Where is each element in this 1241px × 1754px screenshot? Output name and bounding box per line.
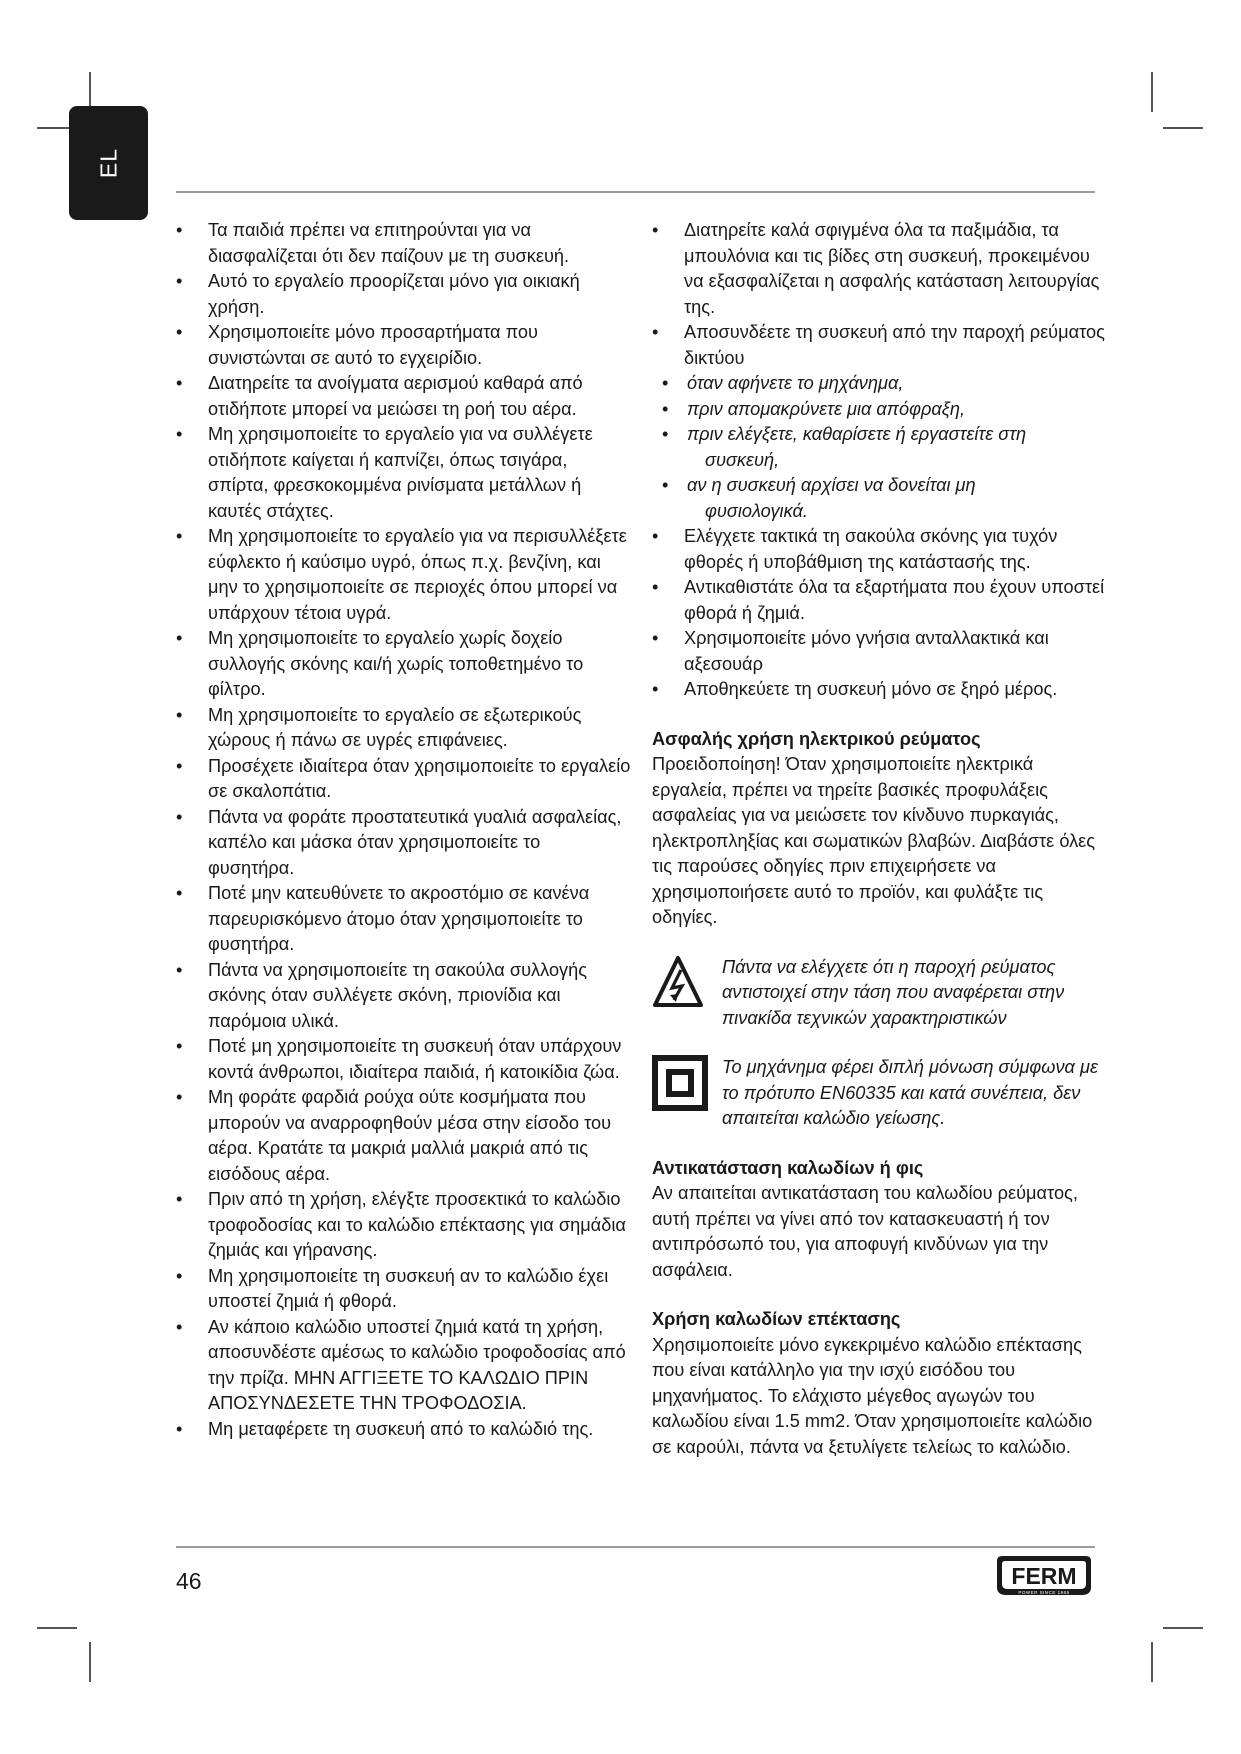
left-column bbox=[176, 218, 631, 1442]
list-item: • Μη μεταφέρετε τη συσκευή από το καλώδιό της. bbox=[176, 1417, 631, 1443]
list-item: • Ποτέ μην κατευθύνετε το ακροστόμιο σε κανένα παρευρισκόμενο άτομο όταν χρησιμοποιείτε το φυσητήρα. bbox=[176, 881, 631, 958]
list-item: • Μη χρησιμοποιείτε το εργαλείο σε εξωτερικούς χώρους ή πάνω σε υγρές επιφάνειες. bbox=[176, 703, 631, 754]
cable-replacement-heading: Αντικατάσταση καλωδίων ή φις bbox=[652, 1157, 924, 1178]
svg-text:POWER SINCE 1965: POWER SINCE 1965 bbox=[1018, 1590, 1070, 1595]
sub-list-item bbox=[652, 422, 1107, 473]
left-bullet-list bbox=[176, 218, 631, 1442]
page-number: 46 bbox=[176, 1568, 202, 1594]
right-bullet-list-b bbox=[652, 524, 1107, 703]
electric-safety-heading: Ασφαλής χρήση ηλεκτρικού ρεύματος bbox=[652, 728, 981, 749]
list-item: • Αντικαθιστάτε όλα τα εξαρτήματα που έχουν υποστεί φθορά ή ζημιά. bbox=[652, 575, 1107, 626]
list-item: • Μη φοράτε φαρδιά ρούχα ούτε κοσμήματα που μπορούν να αναρροφηθούν μέσα στην είσοδο του αέρα. Κρατάτε τα μακριά μαλλιά μακριά από τις εισόδους αέρα. bbox=[176, 1085, 631, 1187]
list-item: • Ποτέ μη χρησιμοποιείτε τη συσκευή όταν υπάρχουν κοντά άνθρωποι, ιδιαίτερα παιδιά, ή κατοικίδια ζώα. bbox=[176, 1034, 631, 1085]
extension-cable-body: Χρησιμοποιείτε μόνο εγκεκριμένο καλώδιο επέκτασης που είναι κατάλληλο για την ισχύ εισόδου του μηχανήματος. Το ελάχιστο μέγεθος αγωγών του καλωδίου είναι 1.5 mm2. Όταν χρησιμοποιείτε καλώδιο σε καρούλι, πάντα να ξετυλίγετε τελείως το καλώδιο. bbox=[652, 1334, 1093, 1457]
list-item: • Αυτό το εργαλείο προορίζεται μόνο για οικιακή χρήση. bbox=[176, 269, 631, 320]
crop-mark bbox=[1163, 1627, 1203, 1629]
list-item: • Χρησιμοποιείτε μόνο προσαρτήματα που συνιστώνται σε αυτό το εγχειρίδιο. bbox=[176, 320, 631, 371]
sub-list-item bbox=[652, 371, 1107, 397]
list-item: • Διατηρείτε καλά σφιγμένα όλα τα παξιμάδια, τα μπουλόνια και τις βίδες στη συσκευή, προκειμένου να εξασφαλίζεται η ασφαλής κατάσταση λειτουργίας της. bbox=[652, 218, 1107, 320]
disconnect-conditions-list bbox=[652, 371, 1107, 524]
list-item: • Πάντα να φοράτε προστατευτικά γυαλιά ασφαλείας, καπέλο και μάσκα όταν χρησιμοποιείτε το φυσητήρα. bbox=[176, 805, 631, 882]
list-item: • Τα παιδιά πρέπει να επιτηρούνται για να διασφαλίζεται ότι δεν παίζουν με τη συσκευή. bbox=[176, 218, 631, 269]
insulation-note-text: Το μηχάνημα φέρει διπλή μόνωση σύμφωνα με το πρότυπο EN60335 και κατά συνέπεια, δεν απαιτείται καλώδιο γείωσης. bbox=[722, 1057, 1098, 1128]
list-item: • Πριν από τη χρήση, ελέγξτε προσεκτικά το καλώδιο τροφοδοσίας και το καλώδιο επέκτασης για σημάδια ζημιάς και γήρανσης. bbox=[176, 1187, 631, 1264]
double-insulation-icon bbox=[652, 1055, 712, 1119]
list-item: • Ελέγχετε τακτικά τη σακούλα σκόνης για τυχόν φθορές ή υποβάθμιση της κατάστασής της. bbox=[652, 524, 1107, 575]
right-column bbox=[652, 218, 1107, 1460]
voltage-note-text: Πάντα να ελέγχετε ότι η παροχή ρεύματος αντιστοιχεί στην τάση που αναφέρεται στην πινακίδα τεχνικών χαρακτηριστικών bbox=[722, 956, 1065, 1028]
top-rule bbox=[176, 191, 1095, 193]
ferm-logo bbox=[994, 1553, 1094, 1601]
list-item: • Χρησιμοποιείτε μόνο γνήσια ανταλλακτικά και αξεσουάρ bbox=[652, 626, 1107, 677]
sub-item-text: πριν απομακρύνετε μια απόφραξη, bbox=[687, 398, 966, 419]
sub-item-text: όταν αφήνετε το μηχάνημα, bbox=[687, 373, 904, 393]
list-item: • Μη χρησιμοποιείτε το εργαλείο χωρίς δοχείο συλλογής σκόνης και/ή χωρίς τοποθετημένο το φίλτρο. bbox=[176, 626, 631, 703]
list-item: • Μη χρησιμοποιείτε το εργαλείο για να περισυλλέξετε εύφλεκτο ή καύσιμο υγρό, όπως π.χ. βενζίνη, και μην το χρησιμοποιείτε σε περιοχές όπου μπορεί να υπάρχουν τέτοια υγρά. bbox=[176, 524, 631, 626]
insulation-note bbox=[652, 1055, 1107, 1132]
language-code: EL bbox=[95, 147, 121, 179]
language-tab bbox=[69, 106, 148, 220]
list-item: • Αποθηκεύετε τη συσκευή μόνο σε ξηρό μέρος. bbox=[652, 677, 1107, 703]
list-item: • Προσέχετε ιδιαίτερα όταν χρησιμοποιείτε το εργαλείο σε σκαλοπάτια. bbox=[176, 754, 631, 805]
sub-item-continuation: συσκευή, bbox=[705, 449, 780, 470]
crop-mark bbox=[1163, 127, 1203, 129]
list-item: • Διατηρείτε τα ανοίγματα αερισμού καθαρά από οτιδήποτε μπορεί να μειώσει τη ροή του αέρα. bbox=[176, 371, 631, 422]
extension-cable-heading: Χρήση καλωδίων επέκτασης bbox=[652, 1309, 901, 1329]
crop-mark bbox=[37, 1627, 77, 1629]
cable-replacement-body: Αν απαιτείται αντικατάσταση του καλωδίου ρεύματος, αυτή πρέπει να γίνει από τον κατασκευαστή ή τον αντιπρόσωπό του, για αποφυγή κινδύνων για την ασφάλεια. bbox=[652, 1183, 1078, 1280]
list-item: • Πάντα να χρησιμοποιείτε τη σακούλα συλλογής σκόνης όταν συλλέγετε σκόνη, πριονίδια και παρόμοια υλικά. bbox=[176, 958, 631, 1035]
list-item: • Μη χρησιμοποιείτε το εργαλείο για να συλλέγετε οτιδήποτε καίγεται ή καπνίζει, όπως τσιγάρα, σπίρτα, φρεσκοκομμένα ρινίσματα μετάλλων ή καυτές στάχτες. bbox=[176, 422, 631, 524]
list-item: • Αποσυνδέετε τη συσκευή από την παροχή ρεύματος δικτύου bbox=[652, 320, 1107, 371]
crop-mark bbox=[1151, 1642, 1153, 1682]
list-item: • Μη χρησιμοποιείτε τη συσκευή αν το καλώδιο έχει υποστεί ζημιά ή φθορά. bbox=[176, 1264, 631, 1315]
sub-item-continuation: φυσιολογικά. bbox=[705, 500, 808, 521]
list-item: • Αν κάποιο καλώδιο υποστεί ζημιά κατά τη χρήση, αποσυνδέστε αμέσως το καλώδιο τροφοδοσίας από την πρίζα. ΜΗΝ ΑΓΓΙΞΕΤΕ ΤΟ ΚΑΛΩΔΙΟ ΠΡΙΝ ΑΠΟΣΥΝΔΕΣΕΤΕ ΤΗΝ ΤΡΟΦΟΔΟΣΙΑ. bbox=[176, 1315, 631, 1417]
sub-item-text: πριν ελέγξετε, καθαρίσετε ή εργαστείτε στη bbox=[687, 424, 1027, 444]
sub-list-item bbox=[652, 473, 1107, 524]
right-bullet-list-a bbox=[652, 218, 1107, 371]
electric-safety-body: Προειδοποίηση! Όταν χρησιμοποιείτε ηλεκτρικά εργαλεία, πρέπει να τηρείτε βασικές προφυλάξεις ασφαλείας για να μειώσετε τον κίνδυνο πυρκαγιάς, ηλεκτροπληξίας και σωματικών βλαβών. Διαβάστε όλες τις παρούσες οδηγίες πριν επιχειρήσετε να χρησιμοποιήσετε αυτό το προϊόν, και φυλάξτε τις οδηγίες. bbox=[652, 754, 1096, 927]
sub-list-item bbox=[652, 397, 1107, 423]
crop-mark bbox=[1151, 72, 1153, 112]
svg-text:FERM: FERM bbox=[1011, 1563, 1077, 1589]
sub-item-text: αν η συσκευή αρχίσει να δονείται μη bbox=[687, 475, 976, 495]
crop-mark bbox=[89, 1642, 91, 1682]
bottom-rule bbox=[176, 1546, 1095, 1548]
warning-voltage-icon bbox=[652, 955, 712, 1017]
voltage-note bbox=[652, 955, 1107, 1032]
